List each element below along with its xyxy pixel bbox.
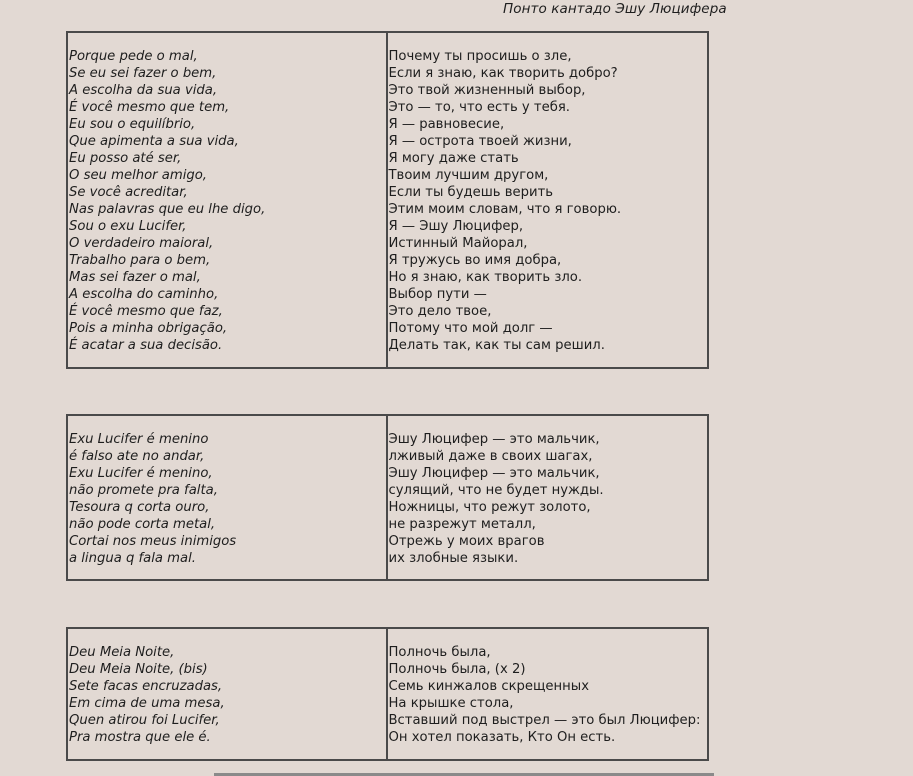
lyric-line: A escolha do caminho,	[69, 287, 219, 302]
lyric-line: Pois a minha obrigação,	[69, 321, 228, 336]
lyric-line: A escolha da sua vida,	[69, 83, 218, 98]
lyric-line: Вставший под выстрел — это был Люцифер:	[388, 713, 701, 728]
lyric-line: não promete pra falta,	[69, 483, 218, 498]
lyric-line: Se você acreditar,	[69, 185, 188, 200]
lyric-line: Eu posso até ser,	[69, 151, 182, 166]
lyric-line: Que apimenta a sua vida,	[69, 134, 239, 149]
lyric-line: Полночь была, (x 2)	[388, 662, 526, 677]
lyric-line: Quen atirou foi Lucifer,	[69, 713, 220, 728]
lyric-line: Trabalho para o bem,	[69, 253, 211, 268]
lyric-line: É você mesmo que tem,	[69, 100, 230, 115]
lyric-line: Sou o exu Lucifer,	[69, 219, 187, 234]
lyric-line: Делать так, как ты сам решил.	[388, 338, 605, 353]
lyric-line: лживый даже в своих шагах,	[388, 449, 593, 464]
lyric-line: Это — то, что есть у тебя.	[388, 100, 570, 115]
lyric-line: Ножницы, что режут золото,	[388, 500, 591, 515]
lyric-line: не разрежут металл,	[388, 517, 536, 532]
lyric-line: não pode corta metal,	[69, 517, 216, 532]
lyric-line: их злобные языки.	[388, 551, 519, 566]
lyric-line: Я могу даже стать	[388, 151, 519, 166]
lyric-line: Tesoura q corta ouro,	[69, 500, 210, 515]
lyric-line: a lingua q fala mal.	[69, 551, 196, 566]
lyric-line: O seu melhor amigo,	[69, 168, 207, 183]
lyric-line: Em cima de uma mesa,	[69, 696, 225, 711]
lyric-line: é falso ate no andar,	[69, 449, 205, 464]
lyric-line: На крышке стола,	[388, 696, 514, 711]
lyric-line: Я — острота твоей жизни,	[388, 134, 572, 149]
lyric-line: Если ты будешь верить	[388, 185, 554, 200]
lyric-line: Потому что мой долг —	[388, 321, 553, 336]
lyric-line: Deu Meia Noite,	[69, 645, 175, 660]
lyric-line: É você mesmo que faz,	[69, 304, 223, 319]
lyric-line: Твоим лучшим другом,	[388, 168, 549, 183]
lyric-line: O verdadeiro maioral,	[69, 236, 214, 251]
lyric-line: Этим моим словам, что я говорю.	[388, 202, 622, 217]
russian-column	[388, 416, 708, 579]
lyric-line: Eu sou o equilíbrio,	[69, 117, 196, 132]
lyric-line: сулящий, что не будет нужды.	[388, 483, 604, 498]
lyric-line: Cortai nos meus inimigos	[69, 534, 237, 549]
lyric-line: Эшу Люцифер — это мальчик,	[388, 466, 600, 481]
lyric-line: É acatar a sua decisão.	[69, 338, 223, 353]
lyric-line: Отрежь у моих врагов	[388, 534, 545, 549]
lyric-line: Se eu sei fazer o bem,	[69, 66, 217, 81]
lyric-line: Это дело твое,	[388, 304, 492, 319]
lyric-line: Nas palavras que eu lhe digo,	[69, 202, 266, 217]
lyric-line: Но я знаю, как творить зло.	[388, 270, 583, 285]
lyric-line: Mas sei fazer o mal,	[69, 270, 201, 285]
russian-column	[388, 33, 708, 367]
lyrics-table	[66, 414, 709, 581]
lyric-line: Exu Lucifer é menino,	[69, 466, 213, 481]
lyric-line: Я — Эшу Люцифер,	[388, 219, 524, 234]
lyric-line: Полночь была,	[388, 645, 491, 660]
lyric-line: Exu Lucifer é menino	[69, 432, 209, 447]
lyric-line: Он хотел показать, Кто Он есть.	[388, 730, 616, 745]
lyric-line: Deu Meia Noite, (bis)	[69, 662, 208, 677]
russian-column	[388, 629, 708, 759]
lyric-line: Я — равновесие,	[388, 117, 505, 132]
portuguese-column	[68, 416, 388, 579]
page-title: Понто кантадо Эшу Люцифера	[503, 1, 727, 17]
lyric-line: Это твой жизненный выбор,	[388, 83, 586, 98]
lyric-line: Sete facas encruzadas,	[69, 679, 223, 694]
lyric-line: Pra mostra que ele é.	[69, 730, 211, 745]
lyric-line: Почему ты просишь о зле,	[388, 49, 572, 64]
portuguese-column	[68, 629, 388, 759]
lyric-line: Porque pede o mal,	[69, 49, 198, 64]
lyric-line: Истинный Майорал,	[388, 236, 528, 251]
lyric-line: Если я знаю, как творить добро?	[388, 66, 618, 81]
portuguese-column	[68, 33, 388, 367]
lyric-line: Выбор пути —	[388, 287, 487, 302]
lyrics-table	[66, 627, 709, 761]
lyric-line: Семь кинжалов скрещенных	[388, 679, 590, 694]
lyric-line: Эшу Люцифер — это мальчик,	[388, 432, 600, 447]
lyric-line: Я тружусь во имя добра,	[388, 253, 562, 268]
lyrics-table	[66, 31, 709, 369]
